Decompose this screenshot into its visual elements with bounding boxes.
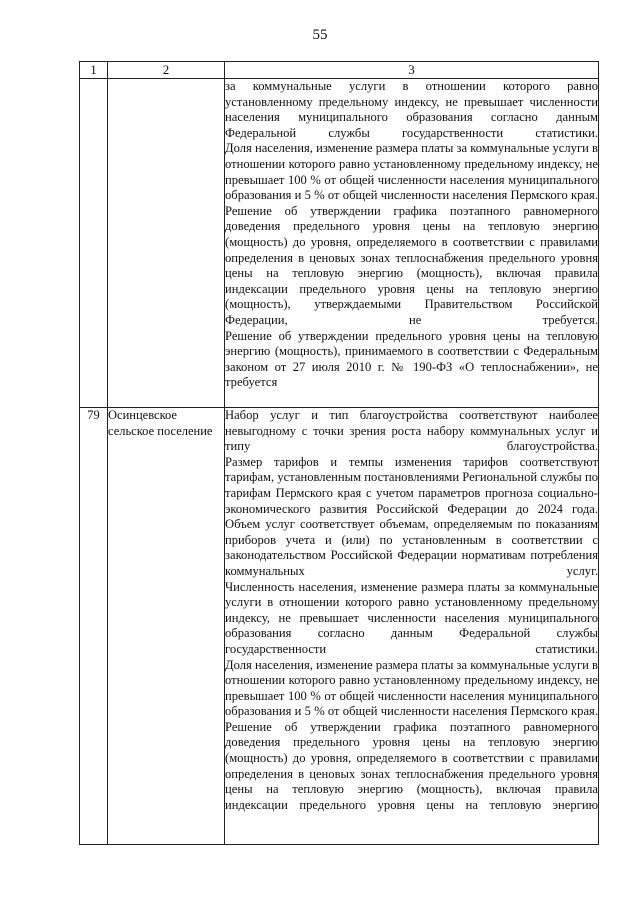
row-number-cell xyxy=(80,79,108,408)
settlement-name-cell: Осинцевское сельское поселение xyxy=(108,408,225,845)
paragraph: Размер тарифов и темпы изменения тарифов соответствуют тарифам, установленным постановлениями Региональной службы по тарифам Пермского края с учетом параметров прогноза социально-экономического развития Российской Федерации до 2024 года. xyxy=(225,454,598,516)
column-header-2: 2 xyxy=(108,62,225,79)
document-table xyxy=(79,61,599,845)
paragraph: Доля населения, изменение размера платы за коммунальные услуги в отношении которого равно установленному предельному индексу, не превышает 100 % от общей численности населения муниципального образования и 5 % от общей численности населения Пермского края. xyxy=(225,657,598,719)
paragraph: Доля населения, изменение размера платы за коммунальные услуги в отношении которого равно установленному предельному индексу, не превышает 100 % от общей численности населения муниципального образования и 5 % от общей численности населения Пермского края. xyxy=(225,141,598,203)
table-header-row xyxy=(80,62,599,79)
paragraph: за коммунальные услуги в отношении которого равно установленному предельному индексу, не превышает численности населения муниципального образования согласно данным Федеральной службы государственности статистики. xyxy=(225,79,598,140)
settlement-name-cell xyxy=(108,79,225,408)
paragraph: Численность населения, изменение размера платы за коммунальные услуги в отношении которого равно установленному предельному индексу, не превышает численности населения муниципального образования согласно данным Федеральной службы государственности статистики. xyxy=(225,579,598,656)
paragraph: Решение об утверждении предельного уровня цены на тепловую энергию (мощность), принимаемого в соответствии с Федеральным законом от 27 июля 2010 г. № 190-ФЗ «О теплоснабжении», не требуется xyxy=(225,328,598,390)
paragraph: Объем услуг соответствует объемам, определяемым по показаниям приборов учета и (или) по установленным в соответствии с законодательством Российской Федерации нормативам потребления коммунальных услуг. xyxy=(225,517,598,578)
page-number: 55 xyxy=(312,27,328,43)
column-header-1: 1 xyxy=(80,62,108,79)
description-cell xyxy=(225,79,599,408)
description-cell xyxy=(225,408,599,845)
paragraph: Набор услуг и тип благоустройства соответствуют наиболее невыгодному с точки зрения роста набору коммунальных услуг и типу благоустройства. xyxy=(225,408,598,454)
table-row xyxy=(80,408,599,845)
table-row xyxy=(80,79,599,408)
paragraph: Решение об утверждении графика поэтапного равномерного доведения предельного уровня цены на тепловую энергию (мощность) до уровня, определяемого в соответствии с правилами определения в ценовых зонах теплоснабжения предельного уровня цены на тепловую энергию (мощность), включая правила индексации предельного уровня цены на тепловую энергию (мощность), утверждаемыми Правительством Российской Федерации, не требуется. xyxy=(225,203,598,327)
row-number-cell: 79 xyxy=(80,408,108,845)
paragraph: Решение об утверждении графика поэтапного равномерного доведения предельного уровня цены на тепловую энергию (мощность) до уровня, определяемого в соответствии с правилами определения в ценовых зонах теплоснабжения предельного уровня цены на тепловую энергию (мощность), включая правила индексации предельного уровня цены на тепловую энергию xyxy=(225,719,598,812)
column-header-3: 3 xyxy=(225,62,599,79)
